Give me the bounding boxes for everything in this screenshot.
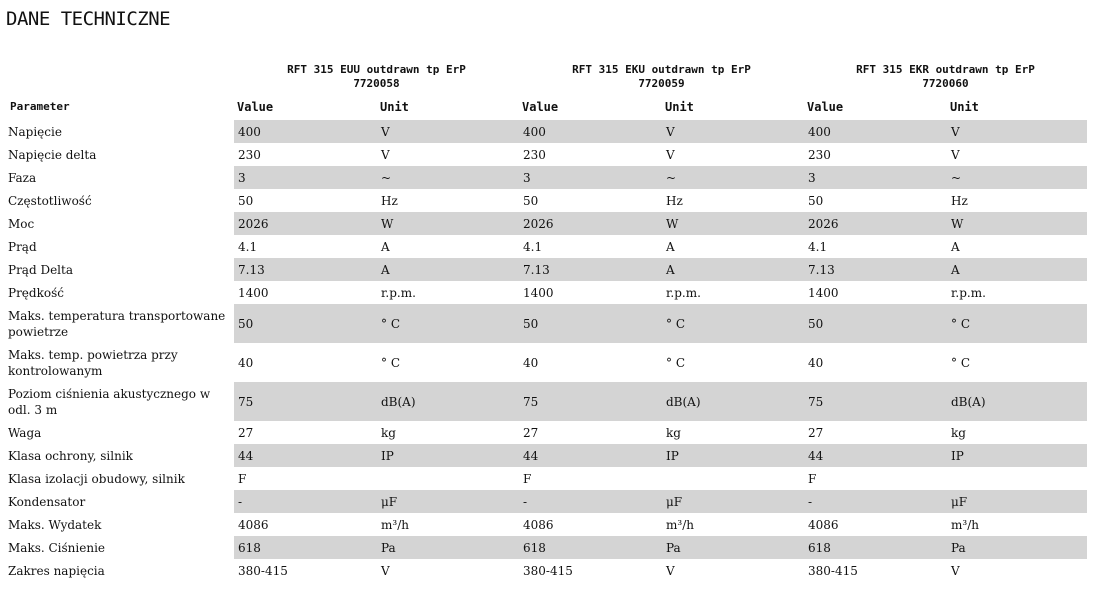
value-cell: 40 — [808, 355, 824, 370]
value-cell: 44 — [804, 444, 947, 467]
product-code: 7720060 — [922, 77, 969, 90]
value-cell: 3 — [519, 166, 662, 189]
table-row — [5, 258, 1087, 281]
unit-cell: kg — [951, 425, 966, 440]
unit-cell: m³/h — [951, 517, 979, 532]
unit-cell: A — [381, 239, 390, 254]
value-cell: 230 — [808, 147, 831, 162]
value-cell: 230 — [238, 147, 261, 162]
unit-cell: V — [947, 120, 1087, 143]
value-cell: 75 — [804, 382, 947, 421]
value-cell: - — [519, 490, 662, 513]
value-cell: 40 — [238, 355, 254, 370]
product-code: 7720059 — [638, 77, 685, 90]
table-row — [5, 143, 1087, 166]
unit-cell: ~ — [377, 166, 519, 189]
table-row — [5, 235, 1087, 258]
parameter-cell: Napięcie — [8, 124, 62, 139]
table-row — [5, 281, 1087, 304]
value-cell: 7.13 — [519, 258, 662, 281]
product-name: RFT 315 EUU outdrawn tp ErP — [287, 63, 466, 76]
value-cell: 2026 — [519, 212, 662, 235]
blank-header-cell — [5, 60, 234, 94]
parameter-cell: Maks. temperatura transportowane powietrze — [8, 308, 226, 339]
unit-cell: μF — [662, 490, 804, 513]
value-cell: 380-415 — [808, 563, 858, 578]
value-cell: 44 — [519, 444, 662, 467]
unit-cell: W — [377, 212, 519, 235]
parameter-cell: Napięcie delta — [8, 147, 97, 162]
unit-cell: A — [662, 258, 804, 281]
parameter-cell: Kondensator — [8, 494, 86, 509]
unit-cell: r.p.m. — [951, 285, 986, 300]
unit-cell: Pa — [947, 536, 1087, 559]
unit-cell: m³/h — [381, 517, 409, 532]
value-cell: 7.13 — [234, 258, 377, 281]
value-header: Value — [807, 100, 844, 114]
unit-cell: A — [377, 258, 519, 281]
value-cell: - — [234, 490, 377, 513]
parameter-header: Parameter — [10, 100, 70, 113]
table-row — [5, 421, 1087, 444]
value-cell: 4086 — [238, 517, 269, 532]
table-row — [5, 189, 1087, 212]
parameter-cell: Maks. temp. powietrza przy kontrolowanym — [8, 347, 178, 378]
value-cell: F — [238, 471, 247, 486]
table-row — [5, 120, 1087, 143]
product-header-row — [5, 60, 1087, 94]
value-cell: 618 — [234, 536, 377, 559]
value-cell: 75 — [234, 382, 377, 421]
table-row — [5, 166, 1087, 189]
table-row — [5, 444, 1087, 467]
parameter-cell: Częstotliwość — [8, 193, 92, 208]
column-header-row — [5, 94, 1087, 120]
table-body — [5, 120, 1087, 582]
value-cell: 618 — [804, 536, 947, 559]
value-cell: 27 — [808, 425, 824, 440]
unit-header: Unit — [665, 100, 694, 114]
value-cell: 50 — [519, 304, 662, 343]
unit-cell: Hz — [666, 193, 683, 208]
table-row — [5, 382, 1087, 421]
value-cell: 4.1 — [808, 239, 828, 254]
value-cell: 4.1 — [523, 239, 543, 254]
product-header-1 — [234, 60, 519, 94]
value-cell: 1400 — [808, 285, 839, 300]
parameter-cell: Klasa izolacji obudowy, silnik — [8, 471, 185, 486]
product-header-3 — [804, 60, 1087, 94]
value-header: Value — [237, 100, 274, 114]
unit-cell: μF — [947, 490, 1087, 513]
value-cell: 380-415 — [238, 563, 288, 578]
value-cell: F — [808, 471, 817, 486]
value-cell: 27 — [523, 425, 539, 440]
unit-cell: ~ — [947, 166, 1087, 189]
unit-cell: m³/h — [666, 517, 694, 532]
value-cell: 618 — [519, 536, 662, 559]
unit-cell: ° C — [377, 304, 519, 343]
value-cell: 230 — [523, 147, 546, 162]
unit-header: Unit — [380, 100, 409, 114]
value-cell: 400 — [234, 120, 377, 143]
unit-cell: V — [381, 147, 390, 162]
product-header-2 — [519, 60, 804, 94]
value-cell: 400 — [804, 120, 947, 143]
parameter-cell: Zakres napięcia — [8, 563, 105, 578]
technical-data-table — [5, 60, 1087, 582]
unit-cell: W — [662, 212, 804, 235]
unit-cell — [377, 467, 519, 490]
value-cell: 400 — [519, 120, 662, 143]
parameter-cell: Maks. Ciśnienie — [8, 540, 106, 555]
unit-cell: V — [377, 120, 519, 143]
value-cell: 4086 — [808, 517, 839, 532]
product-name: RFT 315 EKU outdrawn tp ErP — [572, 63, 751, 76]
unit-cell: Pa — [662, 536, 804, 559]
value-cell: 4086 — [523, 517, 554, 532]
unit-cell: Pa — [377, 536, 519, 559]
value-cell: 4.1 — [238, 239, 258, 254]
value-cell: 7.13 — [804, 258, 947, 281]
value-cell: 2026 — [804, 212, 947, 235]
product-name: RFT 315 EKR outdrawn tp ErP — [856, 63, 1035, 76]
unit-cell: dB(A) — [947, 382, 1087, 421]
unit-cell — [662, 467, 804, 490]
value-cell: 50 — [238, 193, 254, 208]
parameter-cell: Moc — [8, 216, 35, 231]
unit-cell: μF — [377, 490, 519, 513]
table-row — [5, 513, 1087, 536]
unit-cell: W — [947, 212, 1087, 235]
table-row — [5, 343, 1087, 382]
unit-cell: ° C — [666, 355, 685, 370]
table-row — [5, 212, 1087, 235]
unit-cell: ~ — [662, 166, 804, 189]
parameter-cell: Maks. Wydatek — [8, 517, 102, 532]
unit-cell: V — [951, 147, 960, 162]
value-cell: F — [523, 471, 532, 486]
unit-cell: IP — [377, 444, 519, 467]
unit-cell: kg — [381, 425, 396, 440]
parameter-cell: Klasa ochrony, silnik — [8, 448, 133, 463]
value-cell: 75 — [519, 382, 662, 421]
unit-cell: ° C — [381, 355, 400, 370]
value-cell: 2026 — [234, 212, 377, 235]
unit-cell: IP — [947, 444, 1087, 467]
table-row — [5, 467, 1087, 490]
unit-cell: V — [662, 120, 804, 143]
unit-cell: V — [951, 563, 960, 578]
value-cell: 50 — [808, 193, 824, 208]
parameter-cell: Waga — [8, 425, 42, 440]
unit-cell: ° C — [662, 304, 804, 343]
value-cell: 1400 — [238, 285, 269, 300]
value-cell: 380-415 — [523, 563, 573, 578]
unit-cell: Hz — [951, 193, 968, 208]
unit-cell: V — [666, 563, 675, 578]
unit-cell: ° C — [947, 304, 1087, 343]
value-cell: 27 — [238, 425, 254, 440]
unit-cell — [947, 467, 1087, 490]
table-row — [5, 559, 1087, 582]
unit-header: Unit — [950, 100, 979, 114]
value-cell: 50 — [234, 304, 377, 343]
parameter-cell: Faza — [8, 170, 37, 185]
unit-cell: IP — [662, 444, 804, 467]
unit-cell: V — [666, 147, 675, 162]
unit-cell: kg — [666, 425, 681, 440]
value-cell: 50 — [523, 193, 539, 208]
unit-cell: V — [381, 563, 390, 578]
value-cell: - — [804, 490, 947, 513]
table-row — [5, 490, 1087, 513]
unit-cell: ° C — [951, 355, 970, 370]
unit-cell: A — [951, 239, 960, 254]
value-cell: 1400 — [523, 285, 554, 300]
value-cell: 44 — [234, 444, 377, 467]
value-cell: 3 — [234, 166, 377, 189]
value-header: Value — [522, 100, 559, 114]
parameter-cell: Prąd — [8, 239, 37, 254]
table-row — [5, 536, 1087, 559]
unit-cell: dB(A) — [662, 382, 804, 421]
table-row — [5, 304, 1087, 343]
unit-cell: A — [666, 239, 675, 254]
page-title: DANE TECHNICZNE — [6, 8, 171, 30]
unit-cell: A — [947, 258, 1087, 281]
unit-cell: dB(A) — [377, 382, 519, 421]
value-cell: 3 — [804, 166, 947, 189]
unit-cell: r.p.m. — [381, 285, 416, 300]
unit-cell: Hz — [381, 193, 398, 208]
value-cell: 40 — [523, 355, 539, 370]
unit-cell: r.p.m. — [666, 285, 701, 300]
value-cell: 50 — [804, 304, 947, 343]
product-code: 7720058 — [353, 77, 400, 90]
parameter-cell: Poziom ciśnienia akustycznego w odl. 3 m — [8, 386, 211, 417]
parameter-cell: Prędkość — [8, 285, 64, 300]
parameter-cell: Prąd Delta — [8, 262, 73, 277]
